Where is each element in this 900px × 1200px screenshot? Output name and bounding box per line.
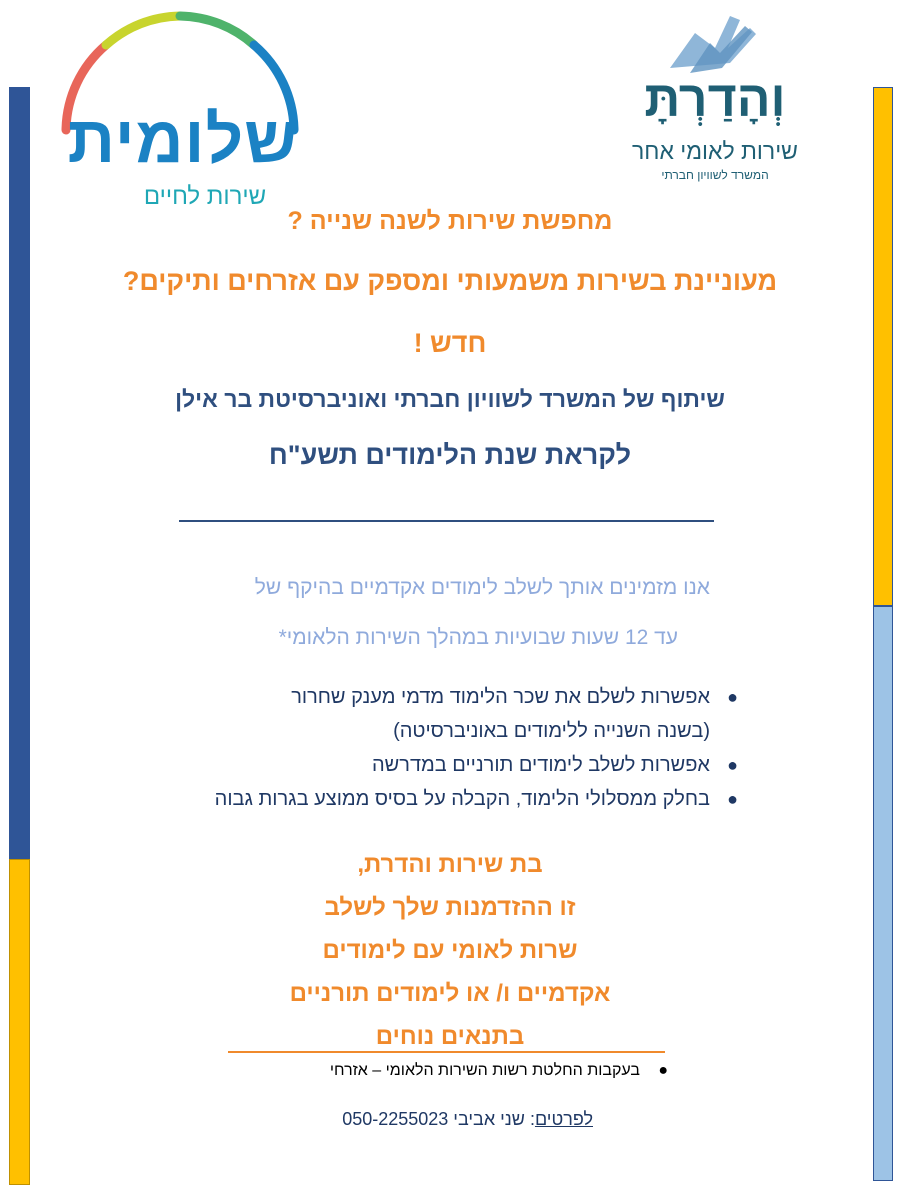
closing-line: בת שירות והדרת, [357,851,543,878]
closing-line: שרות לאומי עם לימודים [322,937,578,964]
vehadarta-ministry: המשרד לשוויון חברתי [661,168,769,182]
shlomit-wordmark: שלומית [67,102,299,176]
right-gold-bar [873,87,893,606]
closing-message [150,843,750,1058]
left-navy-bar [9,87,30,859]
closing-line: בתנאים נוחים [375,1023,525,1050]
footnote-text: בעקבות החלטת רשות השירות הלאומי – אזרחי [329,1062,640,1079]
details-contact: : שני אביבי 050-2255023 [342,1109,535,1129]
list-item: ● אפשרות לשלם את שכר הלימוד מדמי מענק שחרור [60,680,710,714]
bullet-icon: ● [727,789,738,809]
hands-icon [660,8,770,78]
headline-new: חדש ! [413,328,487,358]
left-gold-bar [9,859,30,1185]
vehadarta-logo [620,8,810,183]
bullet-icon: ● [658,1062,668,1079]
closing-line: אקדמיים ו/ או לימודים תורניים [289,980,611,1007]
headline-1: מחפשת שירות לשנה שנייה ? [287,207,613,235]
contact-details [290,1109,593,1130]
shlomit-logo [50,5,310,210]
divider-top [179,520,714,522]
academic-year-line: לקראת שנת הלימודים תשע"ח [268,440,632,470]
intro-line-1: אנו מזמינים אותך לשלב לימודים אקדמיים בהיקף של [254,576,710,599]
headline-2: מעוניינת בשירות משמעותי ומספק עם אזרחים ותיקים? [122,266,778,296]
intro-line-2: עד 12 שעות שבועיות במהלך השירות הלאומי* [278,626,678,649]
list-item: ● בחלק ממסלולי הלימוד, הקבלה על בסיס ממוצע בגרות גבוה [60,782,710,816]
closing-line: זו ההזדמנות שלך לשלב [324,894,576,921]
partnership-line: שיתוף של המשרד לשוויון חברתי ואוניברסיטת בר אילן [175,386,725,412]
footnote [200,1062,668,1080]
list-item: ● אפשרות לשלב לימודים תורניים במדרשה [60,748,710,782]
divider-bottom [228,1051,665,1053]
list-item: (בשנה השנייה ללימודים באוניברסיטה) [393,720,710,742]
right-lightblue-bar [873,606,893,1181]
details-label: לפרטים [534,1109,593,1129]
vehadarta-wordmark: וְהָדַרְתָּ [644,71,786,127]
shlomit-tagline: שירות לחיים [143,183,267,210]
bullet-icon: ● [727,687,738,707]
bullet-icon: ● [727,755,738,775]
vehadarta-subtitle: שירות לאומי אחר [632,138,798,164]
benefits-list [60,680,738,816]
